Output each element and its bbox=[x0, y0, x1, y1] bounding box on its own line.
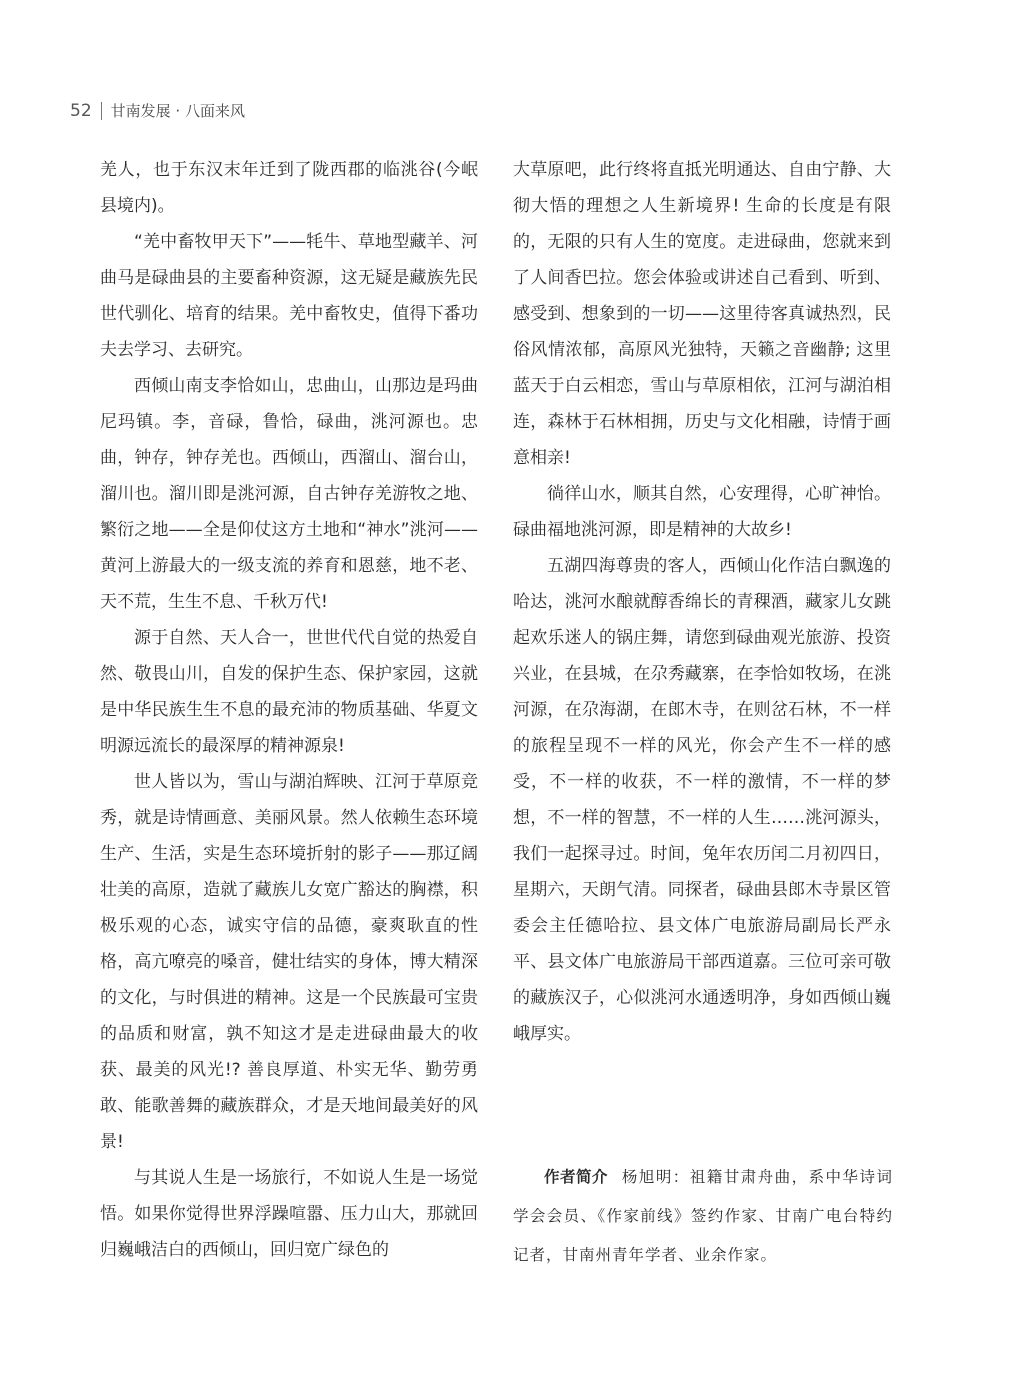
header-divider bbox=[101, 102, 102, 120]
left-column bbox=[100, 152, 478, 1268]
right-paragraph-3: 五湖四海尊贵的客人，西倾山化作洁白飘逸的哈达，洮河水酿就醇香绵长的青稞酒，藏家儿女跳起欢乐迷人的锅庄舞，请您到碌曲观光旅游、投资兴业，在县城，在尕秀藏寨，在李恰如牧场，在洮河源，在尕海湖，在郎木寺，在则岔石林，不一样的旅程呈现不一样的风光，你会产生不一样的感受，不一样的收获，不一样的激情，不一样的梦想，不一样的智慧，不一样的人生……洮河源头，我们一起探寻过。时间，兔年农历闰二月初四日，星期六，天朗气清。同探者，碌曲县郎木寺景区管委会主任德哈拉、县文体广电旅游局副局长严永平、县文体广电旅游局干部西道嘉。三位可亲可敬的藏族汉子，心似洮河水通透明净，身如西倾山巍峨厚实。 bbox=[513, 556, 891, 1044]
author-bio-label: 作者简介 bbox=[544, 1168, 608, 1186]
left-paragraph-1: 羌人，也于东汉末年迁到了陇西郡的临洮谷(今岷县境内)。 bbox=[100, 160, 478, 216]
page-number: 52 bbox=[70, 100, 92, 121]
author-bio bbox=[513, 1158, 893, 1275]
left-paragraph-5: 世人皆以为，雪山与湖泊辉映、江河于草原竞秀，就是诗情画意、美丽风景。然人依赖生态环境生产、生活，实是生态环境折射的影子——那辽阔壮美的高原，造就了藏族儿女宽广豁达的胸襟，积极乐观的心态，诚实守信的品德，豪爽耿直的性格，高亢嘹亮的嗓音，健壮结实的身体，博大精深的文化，与时俱进的精神。这是一个民族最可宝贵的品质和财富，孰不知这才是走进碌曲最大的收获、最美的风光!? 善良厚道、朴实无华、勤劳勇敢、能歌善舞的藏族群众，才是天地间最美好的风景! bbox=[100, 772, 478, 1152]
left-paragraph-3: 西倾山南支李恰如山，忠曲山，山那边是玛曲尼玛镇。李，音碌，鲁恰，碌曲，洮河源也。忠曲，钟存，钟存羌也。西倾山，西溜山、溜台山，溜川也。溜川即是洮河源，自古钟存羌游牧之地、繁衍之地——全是仰仗这方土地和“神水”洮河——黄河上游最大的一级支流的养育和恩慈，地不老、天不荒，生生不息、千秋万代! bbox=[100, 376, 478, 612]
right-column bbox=[513, 152, 891, 1052]
page-header bbox=[70, 100, 245, 121]
section-title: 甘南发展 · 八面来风 bbox=[110, 102, 245, 120]
right-paragraph-2: 徜徉山水，顺其自然，心安理得，心旷神怡。碌曲福地洮河源，即是精神的大故乡! bbox=[513, 484, 891, 540]
left-paragraph-4: 源于自然、天人合一，世世代代自觉的热爱自然、敬畏山川，自发的保护生态、保护家园，这就是中华民族生生不息的最充沛的物质基础、华夏文明源远流长的最深厚的精神源泉! bbox=[100, 628, 478, 756]
author-bio-text: 杨旭明：祖籍甘肃舟曲，系中华诗词学会会员、《作家前线》签约作家、甘南广电台特约记者，甘南州青年学者、业余作家。 bbox=[513, 1168, 893, 1264]
right-paragraph-1: 大草原吧，此行终将直抵光明通达、自由宁静、大彻大悟的理想之人生新境界! 生命的长度是有限的，无限的只有人生的宽度。走进碌曲，您就来到了人间香巴拉。您会体验或讲述自己看到、听到、感受到、想象到的一切——这里待客真诚热烈，民俗风情浓郁，高原风光独特，天籁之音幽静; 这里蓝天于白云相恋，雪山与草原相依，江河与湖泊相连，森林于石林相拥，历史与文化相融，诗情于画意相亲! bbox=[513, 160, 891, 468]
left-paragraph-6: 与其说人生是一场旅行，不如说人生是一场觉悟。如果你觉得世界浮躁喧嚣、压力山大，那就回归巍峨洁白的西倾山，回归宽广绿色的 bbox=[100, 1168, 478, 1260]
left-paragraph-2: “羌中畜牧甲天下”——牦牛、草地型藏羊、河曲马是碌曲县的主要畜种资源，这无疑是藏族先民世代驯化、培育的结果。羌中畜牧史，值得下番功夫去学习、去研究。 bbox=[100, 232, 478, 360]
